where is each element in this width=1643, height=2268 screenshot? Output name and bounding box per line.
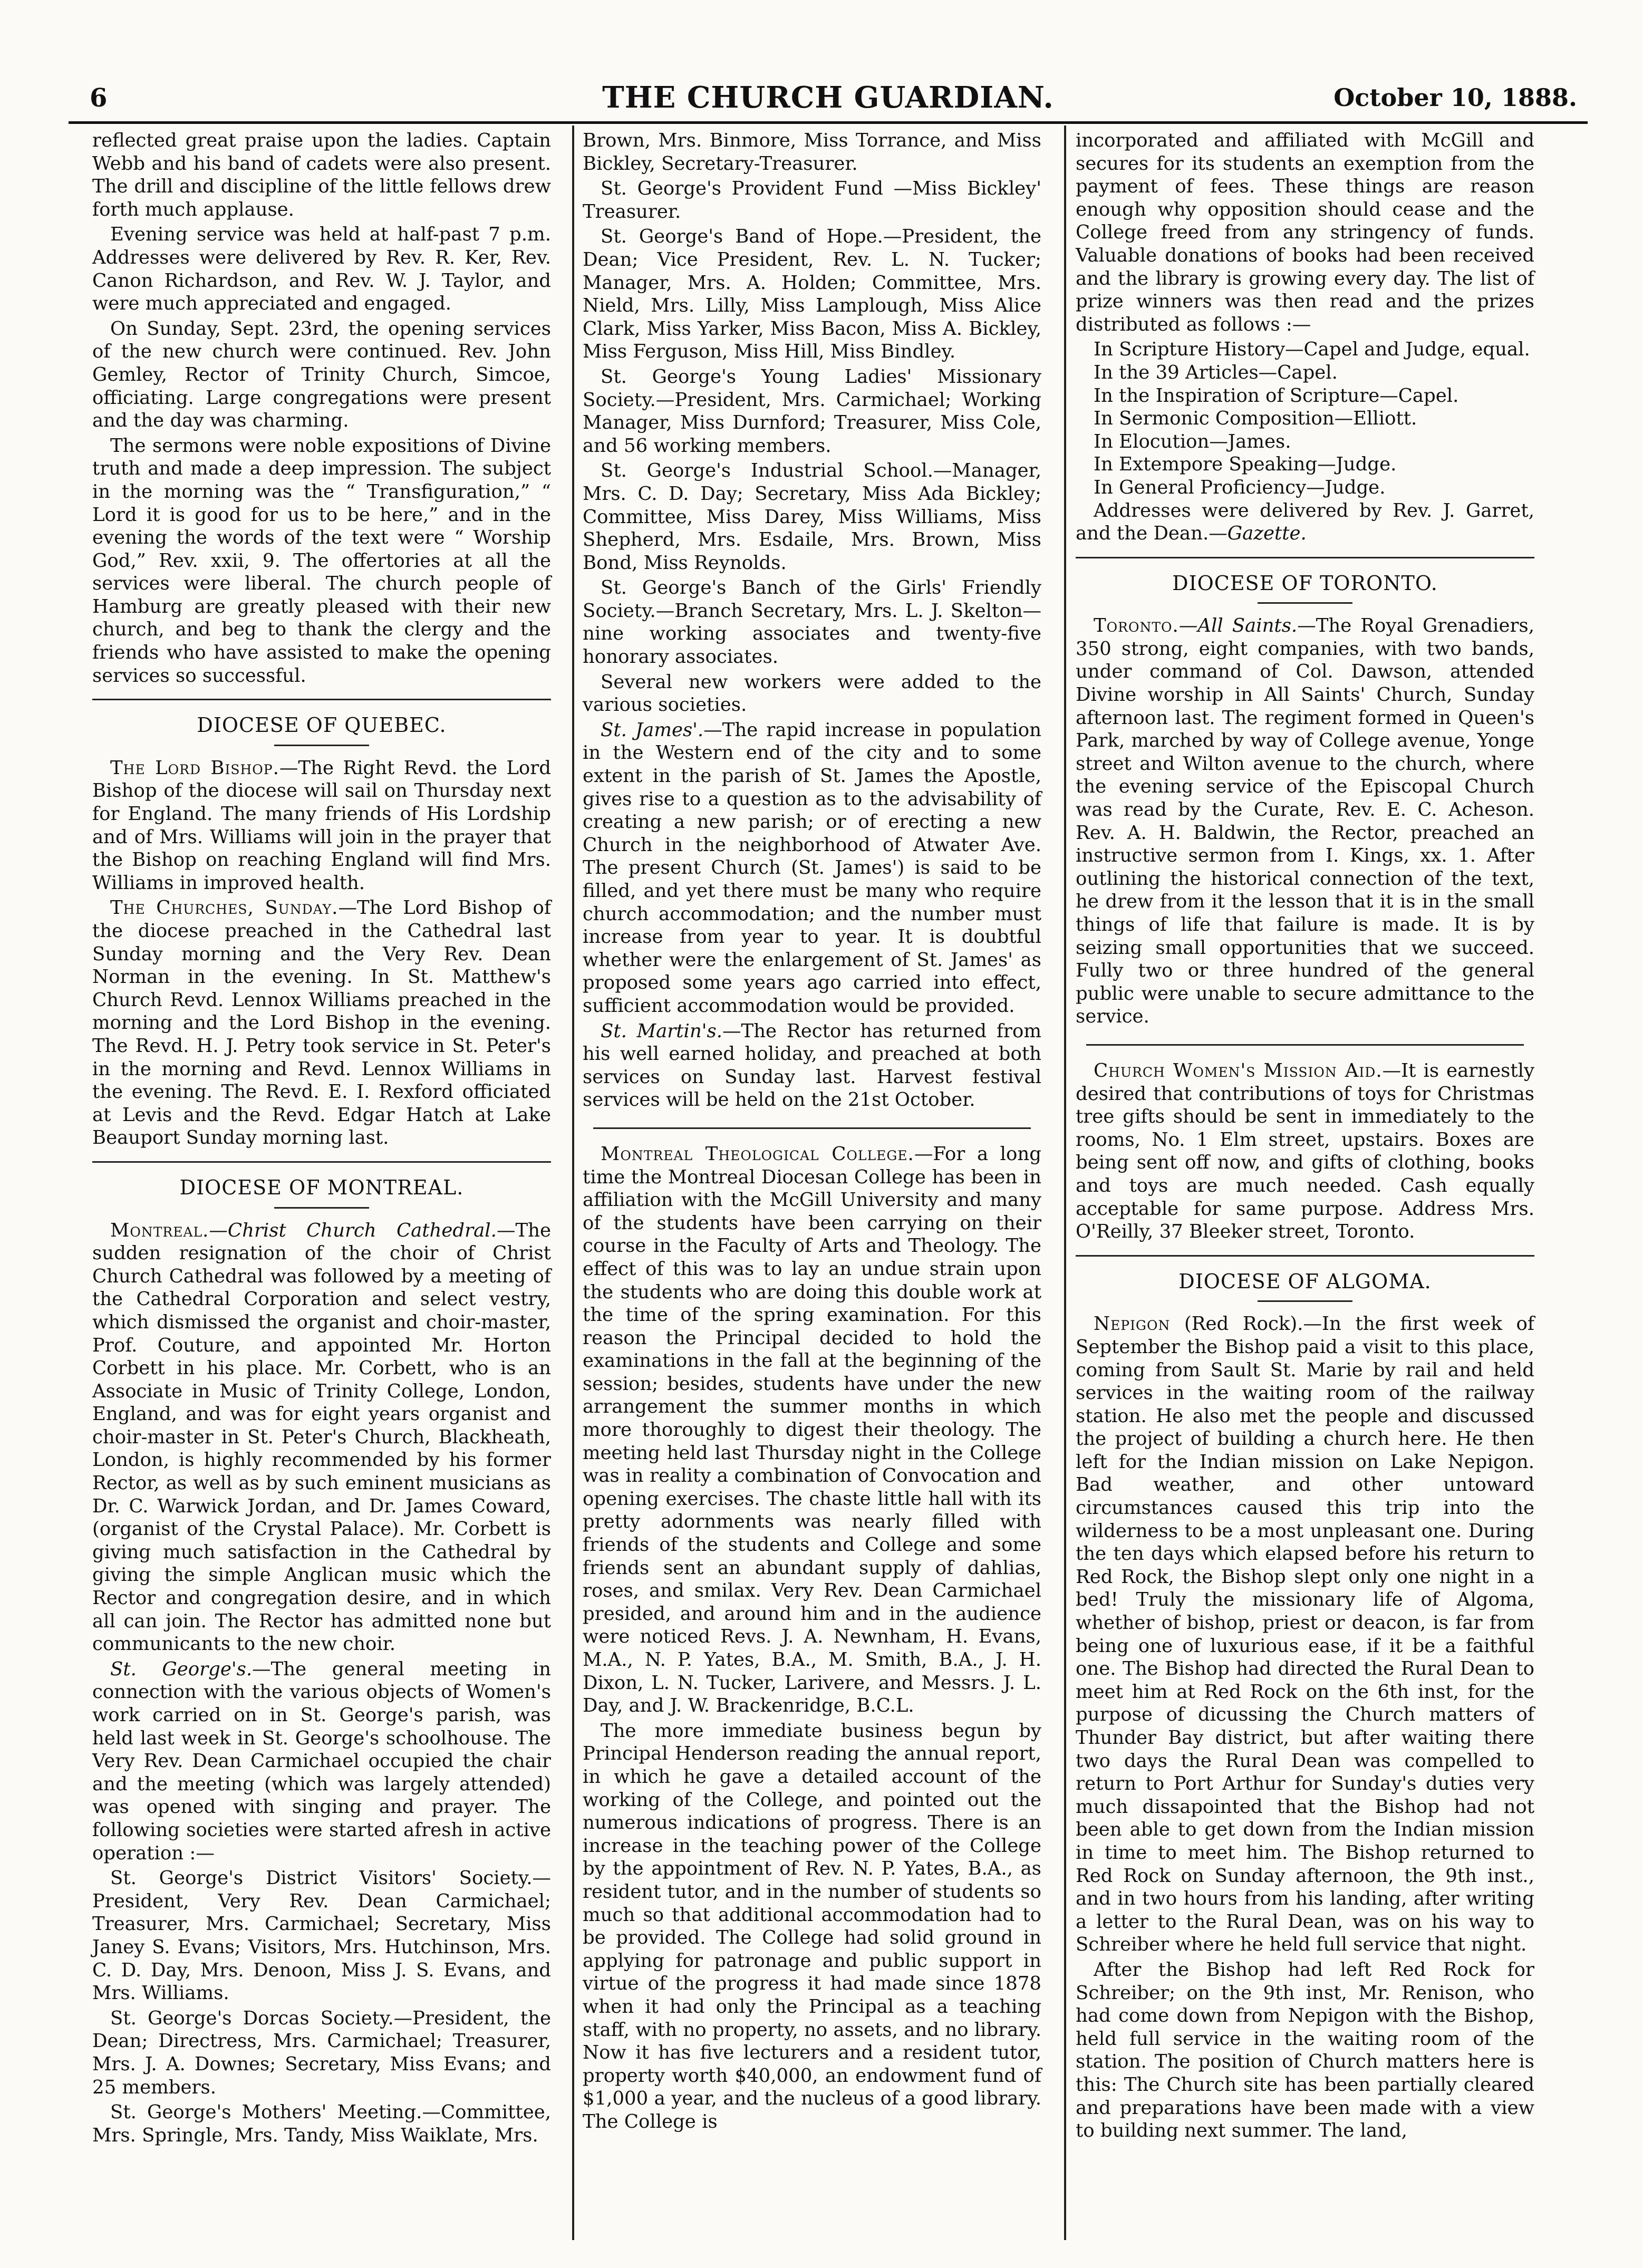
paragraph: St. George's Dorcas Society.—President, the Dean; Directress, Mrs. Carmichael; Treasurer, Mrs. J. A. Downes; Secretary, Miss Evans; and 25 members.	[92, 2007, 551, 2098]
paragraph: The Lord Bishop.—The Right Revd. the Lord Bishop of the diocese will sail on Thursday next for England. The many friends of His Lordship and of Mrs. Williams will join in the prayer that the Bishop on reaching England will find Mrs. Williams in improved health.	[92, 757, 551, 894]
issue-date: October 10, 1888.	[1333, 83, 1577, 112]
paragraph: After the Bishop had left Red Rock for Schreiber; on the 9th inst, Mr. Renison, who had come down from Nepigon with the Bishop, held full service in the waiting room of the station. The position of Church matters here is this: The Church site has been partially cleared and preparations have been made with a view to building next summer. The land,	[1076, 1958, 1534, 2142]
paragraph: Toronto.—All Saints.—The Royal Grenadiers, 350 strong, eight companies, with two bands, under command of Col. Dawson, attended Divine worship in All Saints' Church, Sunday afternoon last. The regiment formed in Queen's Park, marched by way of College avenue, Yonge street and Wilton avenue to the church, where the evening service of the Episcopal Church was read by the Curate, Rev. E. C. Acheson. Rev. A. H. Baldwin, the Rector, preached an instructive sermon from I. Kings, xx. 1. After outlining the historical connection of the text, he drew from it the lesson that it is in the small things of life that failure is made. It is by seizing small opportunities that we succeed. Fully two or three hundred of the general public were unable to secure admittance to the service.	[1076, 615, 1534, 1028]
masthead-title: THE CHURCH GUARDIAN.	[602, 80, 1054, 115]
paragraph: The sermons were noble expositions of Divine truth and made a deep impression. The subject in the morning was the “ Transfiguration,” “ Lord it is good for us to be here,” and in the evening the words of the text were “ Worship God,” Rev. xxii, 9. The offertories at all the services were liberal. The church people of Hamburg are greatly pleased with their new church, and beg to thank the clergy and the friends who have assisted to make the opening services so successful.	[92, 435, 551, 687]
paragraph: St. George's Banch of the Girls' Friendly Society.—Branch Secretary, Mrs. L. J. Skelton—nine working associates and twenty-five honorary associates.	[583, 577, 1041, 668]
paragraph: Montreal.—Christ Church Cathedral.—The sudden resignation of the choir of Christ Church Cathedral was followed by a meeting of the Cathedral Corporation and select vestry, which dismissed the organist and choir-master, Prof. Couture, and appointed Mr. Horton Corbett in his place. Mr. Corbett, who is an Associate in Music of Trinity College, London, England, and was for eight years organist and choir-master in St. Peter's Church, Blackheath, London, is highly recommended by his former Rector, as well as by such eminent musicians as Dr. C. Warwick Jordan, and Dr. James Coward, (organist of the Crystal Palace). Mr. Corbett is giving much satisfaction in the Cathedral by giving the simple Anglican music which the Rector and congregation desire, and in which all can join. The Rector has admitted none but communicants to the new choir.	[92, 1219, 551, 1655]
page-number: 6	[90, 83, 108, 113]
prize-item: In General Proficiency—Judge.	[1094, 476, 1386, 498]
paragraph: St. George's Band of Hope.—President, the Dean; Vice President, Rev. L. N. Tucker; Manager, Mrs. A. Holden; Committee, Mrs. Nield, Mrs. Lilly, Miss Lamplough, Miss Alice Clark, Miss Yarker, Miss Bacon, Miss A. Bickley, Miss Ferguson, Miss Hill, Miss Bindley.	[583, 226, 1041, 363]
section-heading-toronto: DIOCESE OF TORONTO.	[1076, 557, 1534, 604]
paragraph: Brown, Mrs. Binmore, Miss Torrance, and Miss Bickley, Secretary-Treasurer.	[583, 130, 1041, 175]
paragraph: St. James'.—The rapid increase in population in the Western end of the city and to some extent in the parish of St. James the Apostle, gives rise to a question as to the advisability of creating a new parish; or of erecting a new Church in the neighborhood of Atwater Ave. The present Church (St. James') is said to be filled, and yet there must be many who require church accommodation; and the number must increase from year to year. It is doubtful whether were the enlargement of St. James' as proposed some years ago carried into effect, sufficient accommodation would be provided.	[583, 719, 1042, 1017]
paragraph: St. George's Mothers' Meeting.—Committee, Mrs. Springle, Mrs. Tandy, Miss Waiklate, Mrs.	[92, 2101, 551, 2146]
paragraph: Evening service was held at half-past 7 p.m. Addresses were delivered by Rev. R. Ker, Rev. Canon Richardson, and Rev. W. J. Taylor, and were much appreciated and engaged.	[92, 224, 551, 315]
column-1	[92, 129, 551, 2149]
paragraph: St. George's Young Ladies' Missionary Society.—President, Mrs. Carmichael; Working Manager, Miss Durnford; Treasurer, Miss Cole, and 56 working members.	[583, 365, 1041, 457]
paragraph: St. Martin's.—The Rector has returned from his well earned holiday, and preached at both services on Sunday last. Harvest festival services will be held on the 21st October.	[583, 1020, 1041, 1111]
paragraph: St. George's Provident Fund —Miss Bickley' Treasurer.	[583, 178, 1041, 223]
paragraph: St. George's District Visitors' Society.—President, Very Rev. Dean Carmichael; Treasurer, Mrs. Carmichael; Secretary, Miss Janey S. Evans; Visitors, Mrs. Hutchinson, Mrs. C. D. Day, Mrs. Denoon, Miss J. S. Evans, and Mrs. Williams.	[92, 1867, 551, 2004]
paragraph: St. George's.—The general meeting in connection with the various objects of Women's work carried on in St. George's parish, was held last week in St. George's schoolhouse. The Very Rev. Dean Carmichael occupied the chair and the meeting (which was largely attended) was opened with singing and prayer. The following societies were started afresh in active operation :—	[92, 1658, 552, 1864]
paragraph: reflected great praise upon the ladies. Captain Webb and his band of cadets were also present. The drill and discipline of the little fellows drew forth much applause.	[92, 130, 551, 220]
paragraph: Church Women's Mission Aid.—It is earnestly desired that contributions of toys for Christmas tree gifts should be sent in immediately to the rooms, No. 1 Elm street, upstairs. Boxes are being sent off now, and gifts of clothing, books and toys are much needed. Cash equally acceptable for same purpose. Address Mrs. O'Reilly, 37 Bleeker street, Toronto.	[1076, 1059, 1534, 1243]
column-2	[583, 129, 1041, 2135]
prize-item: In the 39 Articles—Capel.	[1094, 361, 1338, 383]
paragraph: Nepigon (Red Rock).—In the first week of September the Bishop paid a visit to this place, coming from Sault St. Marie by rail and held services in the waiting room of the railway station. He also met the people and discussed the project of building a church here. He then left for the Indian mission on Lake Nepigon. Bad weather, and other untoward circumstances caused this trip into the wilderness to be a most unpleasant one. During the ten days which elapsed before his return to Red Rock, the Bishop slept only one night in a bed! Truly the missionary life of Algoma, whether of bishop, priest or deacon, is far from being one of luxurious ease, if it be a faithful one. The Bishop had directed the Rural Dean to meet him at Red Rock on the 6th inst, for the purpose of dicussing the Church matters of Thunder Bay district, but after waiting there two days the Rural Dean was compelled to return to Port Arthur for Sunday's duties very much dissapointed that the Bishop had not been able to get down from the Indian mission in time to meet him. The Bishop returned to Red Rock on Sunday afternoon, the 9th inst., and in two hours from his landing, after writing a letter to the Rural Dean, was on his way to Schreiber where he held full service that night.	[1076, 1313, 1534, 1956]
paragraph: Addresses were delivered by Rev. J. Garret, and the Dean.—Gazette.	[1076, 499, 1534, 545]
section-heading-quebec: DIOCESE OF QUEBEC.	[92, 699, 551, 746]
prize-item: In Extempore Speaking—Judge.	[1094, 453, 1397, 476]
paragraph: Several new workers were added to the various societies.	[583, 671, 1041, 716]
prize-item: In Elocution—James.	[1094, 430, 1291, 452]
divider	[593, 1127, 1031, 1129]
column-3	[1076, 129, 1534, 2145]
paragraph: On Sunday, Sept. 23rd, the opening services of the new church were continued. Rev. John Gemley, Rector of Trinity Church, Simcoe, officiating. Large congregations were present and the day was charming.	[92, 317, 551, 432]
column-rule	[572, 126, 574, 2240]
paragraph: incorporated and affiliated with McGill and secures for its students an exemption from the payment of fees. These things are reason enough why opposition should cease and the College freed from any stringency of funds. Valuable donations of books had been received and the library is growing every day. The list of prize winners was then read and the prizes distributed as follows :—	[1076, 130, 1534, 335]
prize-item: In Sermonic Composition—Elliott.	[1094, 408, 1417, 430]
section-heading-montreal: DIOCESE OF MONTREAL.	[92, 1161, 551, 1209]
page-header	[69, 79, 1588, 124]
paragraph: The Churches, Sunday.—The Lord Bishop of the diocese preached in the Cathedral last Sunday morning and the Very Rev. Dean Norman in the evening. In St. Matthew's Church Revd. Lennox Williams preached in the morning and the Lord Bishop in the evening. The Revd. H. J. Petry took service in St. Peter's in the morning and Revd. Lennox Williams in the evening. The Revd. E. I. Rexford officiated at Levis and the Revd. Edgar Hatch at Lake Beauport Sunday morning last.	[92, 897, 551, 1149]
paragraph: St. George's Industrial School.—Manager, Mrs. C. D. Day; Secretary, Miss Ada Bickley; Committee, Miss Darey, Miss Williams, Miss Shepherd, Mrs. Esdaile, Mrs. Brown, Miss Bond, Miss Reynolds.	[583, 460, 1041, 574]
prize-item: In Scripture History—Capel and Judge, equal.	[1094, 339, 1530, 361]
paragraph: The more immediate business begun by Principal Henderson reading the annual report, in which he gave a detailed account of the working of the College, and pointed out the numerous indications of progress. There is an increase in the teaching power of the College by the appointment of Rev. N. P. Yates, B.A., as resident tutor, and in the number of students so much so that additional accommodation had to be provided. The College had solid ground in applying for patronage and public support in virtue of the progress it had made since 1878 when it had only the Principal as a teaching staff, with no property, no assets, and no library. Now it has five lecturers and a resident tutor, property worth $40,000, an endowment fund of $1,000 a year, and the nucleus of a good library. The College is	[583, 1720, 1041, 2132]
section-heading-algoma: DIOCESE OF ALGOMA.	[1076, 1255, 1534, 1302]
divider	[1086, 1044, 1524, 1046]
paragraph: Montreal Theological College.—For a long time the Montreal Diocesan College has been in affiliation with the McGill University and many of the students have been carrying on their course in the Faculty of Arts and Theology. The effect of this was to lay an undue strain upon the students who are doing this double work at the time of the spring examination. For this reason the Principal decided to hold the examinations in the fall at the beginning of the session; besides, students have under the new arrangement the summer months in which more thoroughly to digest their theology. The meeting held last Thursday night in the College was in reality a combination of Convocation and opening exercises. The chaste little hall with its pretty adornments was nearly filled with friends of the students and College and some friends sent an abundant supply of dahlias, roses, and smilax. Very Rev. Dean Carmichael presided, and around him and in the audience were noticed Revs. J. A. Newnham, H. Evans, M.A., N. P. Yates, B.A., M. Smith, B.A., J. H. Dixon, L. N. Tucker, Larivere, and Messrs. J. L. Day, and J. W. Brackenridge, B.C.L.	[583, 1143, 1041, 1717]
prize-item: In the Inspiration of Scripture—Capel.	[1094, 384, 1459, 407]
column-rule	[1064, 126, 1066, 2240]
